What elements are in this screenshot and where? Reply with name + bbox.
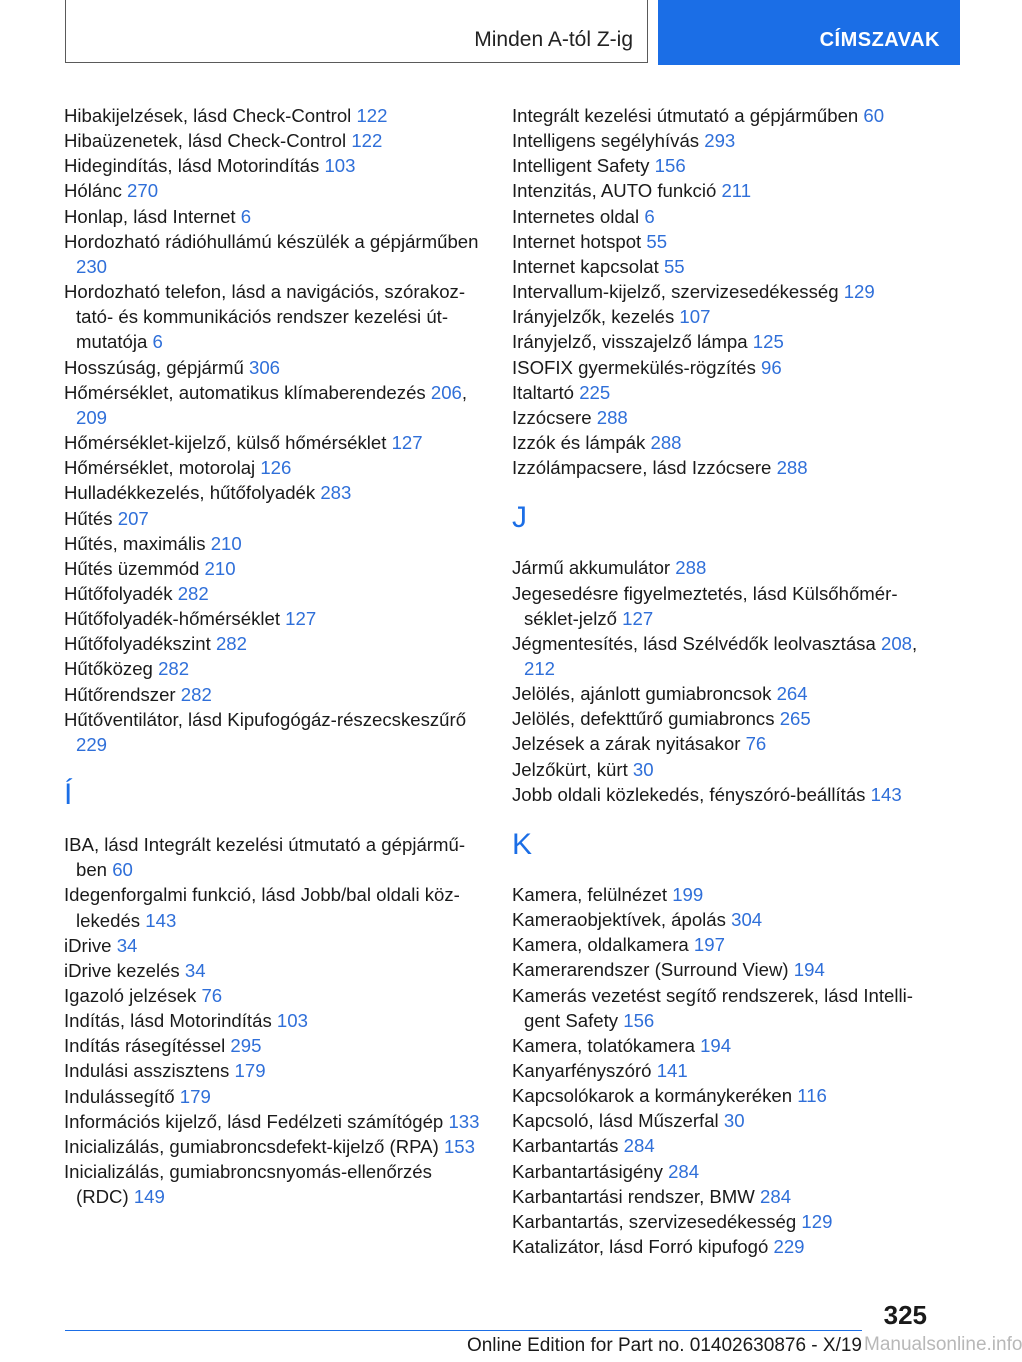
index-entry <box>512 304 922 329</box>
index-entry-text: Indulássegítő <box>64 1085 180 1107</box>
page-reference-link[interactable]: 197 <box>693 934 725 956</box>
page-reference-link[interactable]: 284 <box>760 1185 792 1207</box>
index-entry <box>512 103 922 128</box>
index-entry-text: Inicializálás, gumiabroncsnyomás-ellenőrzés (RDC) <box>64 1161 432 1208</box>
index-entry <box>64 1058 484 1083</box>
index-entry-text: Kamera, oldalkamera <box>512 934 694 956</box>
index-entry-text: Indítás, lásd Motorindítás <box>64 1010 277 1032</box>
index-entry <box>512 178 922 203</box>
index-entry-text: Kamerarendszer (Surround View) <box>512 959 794 981</box>
page-reference-link[interactable]: 270 <box>127 180 159 202</box>
index-entry <box>64 128 484 153</box>
index-entry <box>64 153 484 178</box>
index-entry-text: Idegenforgalmi funkció, lásd Jobb/bal oldali közlekedés <box>64 884 460 931</box>
page-reference-link[interactable]: 288 <box>776 457 808 479</box>
index-entry <box>64 480 484 505</box>
index-entry-text: iDrive kezelés <box>64 959 185 981</box>
index-entry-text: ISOFIX gyermekülés-rögzítés <box>512 356 762 378</box>
index-entry <box>512 706 922 731</box>
index-entry-text: Jelölés, ajánlott gumiabroncsok <box>512 683 777 705</box>
index-entry <box>512 1184 922 1209</box>
index-entry-text: Intelligens segélyhívás <box>512 130 705 152</box>
index-entry <box>64 1159 484 1209</box>
index-entry <box>64 1008 484 1033</box>
index-entry <box>512 1133 922 1158</box>
index-entry-text: Internet kapcsolat <box>512 255 664 277</box>
page-reference-link[interactable]: 103 <box>276 1010 308 1032</box>
page-reference-link[interactable]: 194 <box>700 1034 732 1056</box>
page-reference-link[interactable]: 143 <box>145 909 177 931</box>
index-entry-text: Karbantartás, szervizesedékesség <box>512 1210 802 1232</box>
page-reference-link[interactable]: 288 <box>596 406 628 428</box>
page-reference-link[interactable]: 127 <box>285 608 317 630</box>
page-reference-link[interactable]: 306 <box>249 356 281 378</box>
page-reference-link[interactable]: 141 <box>656 1060 688 1081</box>
index-entry <box>64 556 484 581</box>
index-entry-text: Hűtés, maximális <box>64 532 211 554</box>
page-reference-link[interactable]: 34 <box>116 934 138 956</box>
page-reference-link[interactable]: 295 <box>230 1035 262 1057</box>
index-entry-text: Jelzőkürt, kürt <box>512 758 633 780</box>
index-entry-text: Jégmentesítés, lásd Szélvédők leolvasztása <box>512 632 881 654</box>
page-reference-link[interactable]: 207 <box>117 507 149 529</box>
index-entry <box>64 631 484 656</box>
page-reference-link[interactable]: 156 <box>654 155 686 177</box>
page-reference-link[interactable]: 282 <box>215 633 247 655</box>
page-reference-link[interactable]: 30 <box>723 1110 745 1132</box>
index-entry-text: Hűtőrendszer <box>64 683 181 705</box>
page-reference-link[interactable]: 264 <box>776 683 808 705</box>
index-entry: Jégmentesítés, lásd Szélvédők leolvasztása 208, 212 <box>512 632 918 679</box>
page-reference-link[interactable]: 55 <box>663 255 685 277</box>
index-entry-text: Izzólámpacsere, lásd Izzócsere <box>512 457 777 479</box>
index-entry <box>64 455 484 480</box>
index-entry <box>512 1209 922 1234</box>
index-entry <box>512 153 922 178</box>
page-reference-link[interactable]: 129 <box>843 281 875 303</box>
index-entry: Hőmérséklet, automatikus klímaberendezés 206, 209 <box>64 381 468 428</box>
index-entry <box>64 531 484 556</box>
index-entry <box>512 782 922 807</box>
page-reference-link[interactable]: 149 <box>133 1186 165 1208</box>
index-entry-text: Hordozható rádióhullámú készülék a gépjárműben <box>64 230 479 252</box>
index-entry-text: Intenzitás, AUTO funkció <box>512 180 722 202</box>
index-entry <box>64 832 484 882</box>
index-entry-text: Hibaüzenetek, lásd Check-Control <box>64 130 352 152</box>
page-reference-link[interactable]: 282 <box>158 658 190 680</box>
index-entry <box>64 656 484 681</box>
active-tab-label: CÍMSZAVAK <box>819 29 940 51</box>
index-entry-text: Jelzések a zárak nyitásakor <box>512 733 746 755</box>
index-entry <box>512 329 922 354</box>
page-reference-link[interactable]: 60 <box>863 105 885 126</box>
page-reference-link[interactable]: 265 <box>779 708 811 730</box>
page-reference-link[interactable]: 283 <box>320 482 352 504</box>
index-entry-text: Jobb oldali közlekedés, fényszóró-beállítás <box>512 783 871 805</box>
index-entry-text: Jegesedésre figyelmeztetés, lásd Külsőhőmérséklet-jelző <box>512 582 898 629</box>
index-entry <box>512 1234 922 1259</box>
index-entry <box>512 957 922 982</box>
index-entry-text: Internetes oldal <box>512 205 645 227</box>
index-entry <box>64 430 484 455</box>
index-entry-text: Karbantartás <box>512 1135 624 1157</box>
index-entry-text: Hűtőfolyadék <box>64 582 178 604</box>
index-entry-text: Hőmérséklet-kijelző, külső hőmérséklet <box>64 432 392 454</box>
section-tab-label: Minden A-tól Z-ig <box>474 28 633 51</box>
page-reference-link[interactable]: 122 <box>356 105 388 126</box>
page-number: 325 <box>883 1300 927 1330</box>
index-entry-text: Kameraobjektívek, ápolás <box>512 909 732 931</box>
index-entry-text: Hidegindítás, lásd Motorindítás <box>64 155 325 177</box>
index-entry-text: Izzók és lámpák <box>512 432 651 454</box>
index-entry <box>512 405 922 430</box>
page-reference-link[interactable]: 304 <box>731 909 763 931</box>
index-entry <box>512 907 922 932</box>
page-reference-link[interactable]: 209 <box>76 406 108 428</box>
index-entry <box>64 882 484 932</box>
index-entry <box>512 380 922 405</box>
index-entry <box>512 555 922 580</box>
index-entry <box>64 178 484 203</box>
index-entry-text: Inicializálás, gumiabroncsdefekt-kijelző (RPA) <box>64 1135 444 1157</box>
index-entry <box>64 707 484 757</box>
page-reference-link[interactable]: 6 <box>152 331 163 353</box>
index-entry-text: Hőmérséklet, motorolaj <box>64 457 261 479</box>
watermark-text: Manualsonline.info <box>864 1334 1022 1355</box>
page-reference-link[interactable]: 76 <box>745 733 767 755</box>
page-reference-link[interactable]: 208 <box>880 632 913 654</box>
page-reference-link[interactable]: 199 <box>672 883 704 905</box>
index-entry-text: Hibakijelzések, lásd Check-Control <box>64 105 357 126</box>
page-reference-link[interactable]: 6 <box>240 205 252 227</box>
index-entry-text: Jelölés, defekttűrő gumiabroncs <box>512 708 780 730</box>
page-reference-link[interactable]: 129 <box>801 1210 833 1232</box>
page-reference-link[interactable]: 55 <box>646 230 668 252</box>
index-entry-text: Hűtőfolyadék-hőmérséklet <box>64 608 286 630</box>
index-entry-text: Karbantartásigény <box>512 1160 669 1182</box>
page-reference-link[interactable]: 156 <box>623 1009 655 1031</box>
index-entry <box>512 254 922 279</box>
page-reference-link[interactable]: 206 <box>430 381 462 403</box>
index-entry-text: Internet hotspot <box>512 230 647 252</box>
index-entry <box>512 355 922 380</box>
page-reference-link[interactable]: 127 <box>622 607 654 629</box>
index-letter-heading: K <box>512 827 533 861</box>
page-reference-link[interactable]: 288 <box>675 557 707 579</box>
page-reference-link[interactable]: 76 <box>201 985 223 1006</box>
index-entry-text: Honlap, lásd Internet <box>64 205 241 227</box>
page-reference-link[interactable]: 116 <box>797 1085 827 1107</box>
index-entry-text: Irányjelzők, kezelés <box>512 306 680 328</box>
page-reference-link[interactable]: 229 <box>76 733 108 755</box>
page-reference-link[interactable]: 211 <box>721 180 752 202</box>
index-entry <box>64 933 484 958</box>
page-reference-link[interactable]: 179 <box>179 1085 211 1107</box>
page-reference-link[interactable]: 284 <box>623 1135 655 1157</box>
page-reference-link[interactable]: 225 <box>579 381 611 403</box>
index-entry <box>512 757 922 782</box>
page-reference-link[interactable]: 103 <box>324 155 356 177</box>
page-reference-link[interactable]: 230 <box>76 255 108 277</box>
page-reference-link[interactable]: 210 <box>210 532 242 554</box>
index-entry-text: Kamera, felülnézet <box>512 883 673 905</box>
index-entry <box>512 983 922 1033</box>
index-entry <box>512 1033 922 1058</box>
index-entry-text: Hűtés <box>64 507 118 529</box>
index-column-left <box>64 103 484 1209</box>
page-reference-link[interactable]: 212 <box>524 657 556 679</box>
index-entry <box>64 1109 484 1134</box>
index-entry-text: Hűtőventilátor, lásd Kipufogógáz-részecskeszűrő <box>64 708 467 730</box>
index-entry <box>512 1159 922 1184</box>
index-entry-text: Igazoló jelzések <box>64 985 202 1006</box>
index-letter-heading: Í <box>64 778 73 812</box>
index-entry <box>512 229 922 254</box>
index-entry <box>64 682 484 707</box>
index-entry-text: Hőmérséklet, automatikus klímaberendezés <box>64 381 431 403</box>
index-entry <box>64 581 484 606</box>
page-reference-link[interactable]: 60 <box>112 859 133 881</box>
index-entry <box>64 1033 484 1058</box>
index-column-right <box>512 103 922 1259</box>
index-entry-text: Hűtés üzemmód <box>64 557 205 579</box>
page-reference-link[interactable]: 34 <box>184 959 206 981</box>
index-entry-text: Kanyarfényszóró <box>512 1060 657 1081</box>
index-entry-text: Kamerás vezetést segítő rendszerek, lásd Intelligent Safety <box>512 984 913 1031</box>
index-entry-text: Kapcsolókarok a kormánykeréken <box>512 1085 798 1107</box>
index-entry <box>512 430 922 455</box>
index-entry-text: Hűtőközeg <box>64 658 159 680</box>
page-reference-link[interactable]: 282 <box>177 582 209 604</box>
index-entry <box>64 983 484 1008</box>
page-reference-link[interactable]: 122 <box>351 130 383 152</box>
active-tab-cimszavak[interactable] <box>658 0 960 65</box>
page-reference-link[interactable]: 153 <box>443 1135 475 1157</box>
page-reference-link[interactable]: 107 <box>679 306 711 328</box>
page-reference-link[interactable]: 179 <box>234 1060 266 1082</box>
index-entry <box>512 1058 922 1083</box>
index-entry <box>64 204 484 229</box>
index-entry <box>64 355 484 380</box>
index-entry <box>64 103 484 128</box>
page-reference-link[interactable]: 194 <box>793 959 825 981</box>
index-entry <box>512 581 922 631</box>
index-entry <box>512 204 922 229</box>
index-entry <box>512 1083 922 1108</box>
index-entry-text: Hűtőfolyadékszint <box>64 633 216 655</box>
index-entry-text: Italtartó <box>512 381 580 403</box>
index-entry <box>64 958 484 983</box>
page-reference-link[interactable]: 30 <box>632 758 654 780</box>
index-entry-text: Irányjelző, visszajelző lámpa <box>512 331 753 353</box>
index-entry-text: Katalizátor, lásd Forró kipufogó <box>512 1236 774 1258</box>
index-letter-heading: J <box>512 501 527 535</box>
page-reference-link[interactable]: 288 <box>650 432 682 454</box>
page-reference-link[interactable]: 96 <box>761 356 782 378</box>
index-entry-text: Kapcsoló, lásd Műszerfal <box>512 1110 724 1132</box>
index-entry-text: Hólánc <box>64 180 128 202</box>
section-tab <box>65 0 648 63</box>
index-entry <box>64 506 484 531</box>
index-entry-text: Intelligent Safety <box>512 155 655 177</box>
index-entry-text: Izzócsere <box>512 406 597 428</box>
index-entry <box>512 128 922 153</box>
index-entry <box>512 882 922 907</box>
page-reference-link[interactable]: 143 <box>870 783 902 805</box>
index-entry-text: Hulladékkezelés, hűtőfolyadék <box>64 482 321 504</box>
page-reference-link[interactable]: 125 <box>752 331 784 353</box>
page-reference-link[interactable]: 284 <box>668 1160 700 1182</box>
page-reference-link[interactable]: 210 <box>204 557 236 579</box>
index-entry-text: Intervallum-kijelző, szervizesedékesség <box>512 281 844 303</box>
index-entry <box>512 681 922 706</box>
index-entry <box>512 932 922 957</box>
index-entry-text: Hordozható telefon, lásd a navigációs, szórakoztató- és kommunikációs rendszer kezelési útmutatója <box>64 281 466 353</box>
index-entry <box>512 731 922 756</box>
page-reference-link[interactable]: 229 <box>773 1236 805 1258</box>
page-reference-link[interactable]: 6 <box>644 205 655 227</box>
page-reference-link[interactable]: 282 <box>180 683 212 705</box>
index-entry <box>512 1108 922 1133</box>
index-entry-text: Információs kijelző, lásd Fedélzeti számítógép <box>64 1110 449 1132</box>
page-reference-link[interactable]: 126 <box>260 457 292 479</box>
index-entry-text: Indítás rásegítéssel <box>64 1035 231 1057</box>
page-reference-link[interactable]: 133 <box>448 1110 480 1132</box>
index-entry <box>512 455 922 480</box>
page-reference-link[interactable]: 127 <box>391 432 423 454</box>
index-entry <box>64 279 484 354</box>
index-entry <box>64 1134 484 1159</box>
page-reference-link[interactable]: 293 <box>704 130 736 152</box>
index-entry-text: Karbantartási rendszer, BMW <box>512 1185 761 1207</box>
index-entry-text: Jármű akkumulátor <box>512 557 676 579</box>
index-entry <box>512 279 922 304</box>
index-entry-text: iDrive <box>64 934 117 956</box>
index-entry-text: Indulási asszisztens <box>64 1060 235 1082</box>
index-entry <box>64 229 484 279</box>
footer-edition: Online Edition for Part no. 01402630876 - X/19 <box>466 1335 862 1356</box>
index-entry-text: IBA, lásd Integrált kezelési útmutató a gépjárműben <box>64 834 466 881</box>
index-entry-text: Kamera, tolatókamera <box>512 1034 701 1056</box>
index-entry <box>64 606 484 631</box>
index-entry-text: Hosszúság, gépjármű <box>64 356 249 378</box>
index-entry-text: Integrált kezelési útmutató a gépjárműben <box>512 105 864 126</box>
index-entry <box>64 1084 484 1109</box>
footer-divider <box>65 1330 862 1331</box>
